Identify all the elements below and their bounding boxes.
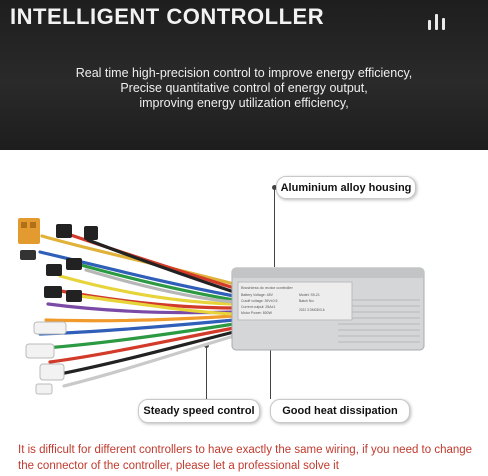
feature-line-1: Real time high-precision control to improve energy efficiency, bbox=[75, 66, 413, 80]
sticker-motor-power: Motor Power: 800W bbox=[241, 311, 272, 315]
sticker-model: Model: S9-21 bbox=[299, 293, 320, 297]
label-heat-dissipation bbox=[270, 399, 410, 423]
label-heat-dissipation-text: Good heat dissipation bbox=[282, 405, 398, 417]
sticker-current-output: Current output: 25A±1 bbox=[241, 305, 276, 309]
sticker-cutoff-voltage: Cutoff voltage: 39V±0.5 bbox=[241, 299, 278, 303]
hero-banner bbox=[0, 0, 488, 150]
sticker-battery-voltage: Battery Voltage: 48V bbox=[241, 293, 273, 297]
feature-description bbox=[0, 66, 488, 111]
wiring-note: It is difficult for different controllers to have exactly the same wiring, if you need to change the connector of the controller, please let a professional solve it bbox=[18, 444, 473, 472]
label-steady-speed bbox=[138, 399, 260, 423]
label-aluminium-housing bbox=[276, 176, 416, 199]
controller-illustration bbox=[0, 195, 488, 405]
sticker-batch: Batch No: bbox=[299, 299, 315, 303]
feature-line-3: improving energy utilization efficiency, bbox=[139, 96, 349, 110]
label-aluminium-housing-text: Aluminium alloy housing bbox=[280, 181, 412, 194]
label-steady-speed-text: Steady speed control bbox=[143, 405, 255, 417]
page-title: INTELLIGENT CONTROLLER bbox=[10, 4, 325, 29]
sticker-code: 2022 3 DM0303-6 bbox=[299, 308, 325, 312]
sticker-title: Brushless dc motor controller bbox=[241, 285, 293, 290]
signal-bars-icon bbox=[426, 14, 446, 30]
feature-line-2: Precise quantitative control of energy output, bbox=[120, 81, 368, 95]
